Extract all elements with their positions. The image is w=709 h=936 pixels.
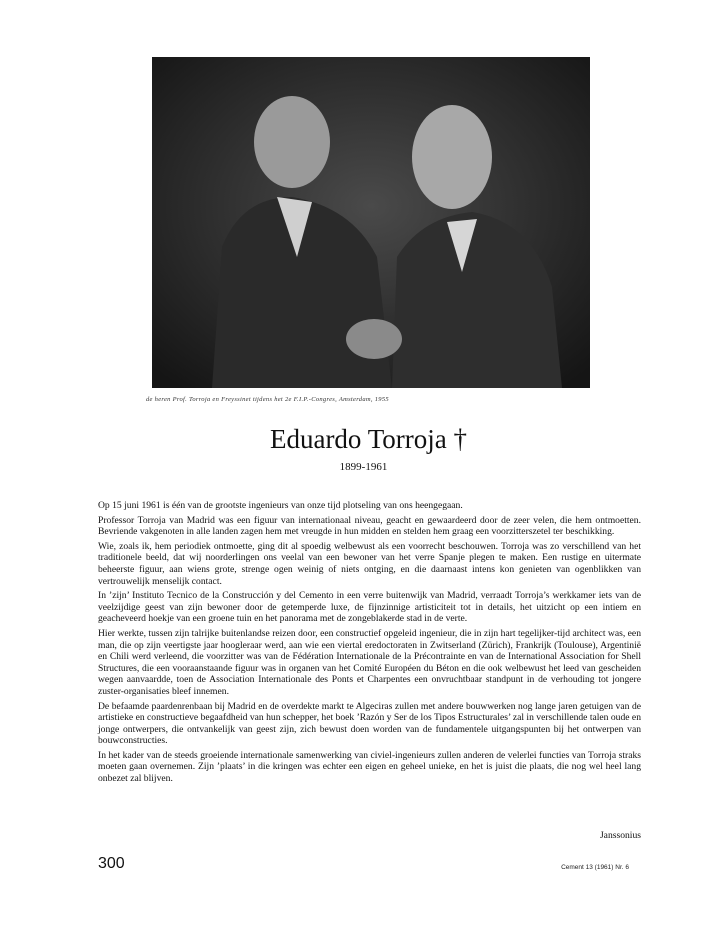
photo-illustration [152,57,590,388]
paragraph: Professor Torroja van Madrid was een figuur van internationaal niveau, geacht en gewaardeerd door de zeer velen, die hem ontmoetten. Bevriende vakgenoten in alle landen zagen hem met vreugde in hun midden en stelden hem graag een voorzitterszetel ter beschikking. [98,514,641,538]
author-signature: Janssonius [599,830,641,841]
journal-reference: Cement 13 (1961) Nr. 6 [561,864,629,871]
paragraph: Op 15 juni 1961 is één van de grootste ingenieurs van onze tijd plotseling van ons heengegaan. [98,500,463,511]
paragraph: Hier werkte, tussen zijn talrijke buitenlandse reizen door, een constructief opgeleid ingenieur, die in zijn hart tegelijker-tijd architect was, een man, die op zijn veertigste jaar hoogleraar werd, aan wie een viertal eredoctoraten in Zwitserland (Zürich), Frankrijk (Toulouse), Argentinië en Chili werd verleend, die voorzitter was van de Fédération Internationale de la Précontrainte en van de International Association for Shell Structures, die een vooraanstaande figuur was in organen van het Comité Européen du Béton en die ook welbewust het leed van gescheiden wegen aanvaardde, toen de Association Internationale des Ponts et Charpentes een onvruchtbaar standpunt in de verhouding tot jongere zuster-organisaties bleef innemen. [98,627,641,697]
page-number: 300 [98,855,125,872]
photo-caption: de heren Prof. Torroja en Freyssinet tijdens het 2e F.I.P.-Congres, Amsterdam, 1955 [146,396,389,403]
portrait-photo [152,57,590,388]
right-man-head [412,105,492,209]
paragraph: De befaamde paardenrenbaan bij Madrid en de overdekte markt te Algeciras zullen met andere bouwwerken nog lange jaren getuigen van de artistieke en constructieve begaafdheid van hun schepper, het boek ’Razón y Ser de los Tipos Estructurales’ zal in verschillende talen oude en jonge ontwerpers, die ontvankelijk van geest zijn, zich bewust doen worden van de fundamentele uitgangspunten bij het ontwerpen van bouwconstructies. [98,700,641,747]
paragraph: Wie, zoals ik, hem periodiek ontmoette, ging dit al spoedig welbewust als een voorrecht beschouwen. Torroja was zo verschillend van het traditionele beeld, dat wij noorderlingen ons veelal van een bewoner van het verre Spanje plegen te maken. Een rustige en uitermate beheerste figuur, aan wiens grote, strenge ogen weinig of niets ontging, en die daarnaast intens kon genieten van ogenblikken van vertrouwelijk menselijk contact. [98,540,641,587]
handshake [346,319,402,359]
paragraph: In het kader van de steeds groeiende internationale samenwerking van civiel-ingenieurs zullen anderen de velerlei functies van Torroja straks moeten gaan overnemen. Zijn ’plaats’ in die kringen was echter een eigen en geheel unieke, en het is juist die plaats, die nog wel heel lang onbezet zal blijven. [98,749,641,785]
left-man-head [254,96,330,188]
paragraph: In ’zijn’ Instituto Tecnico de la Construcción y del Cemento in een verre buitenwijk van Madrid, verraadt Torroja’s werkkamer iets van de veelzijdige geest van zijn bewoner door de getemperde luxe, de fijnzinnige artisticiteit tot in details, het uitzicht op een intiem en geacheveerd hoekje van een groene tuin en het panorama met de zongeblakerde stad in de verte. [98,590,641,625]
article-years: 1899-1961 [339,461,388,473]
article-body [98,500,641,788]
article-title: Eduardo Torroja † [269,424,468,454]
